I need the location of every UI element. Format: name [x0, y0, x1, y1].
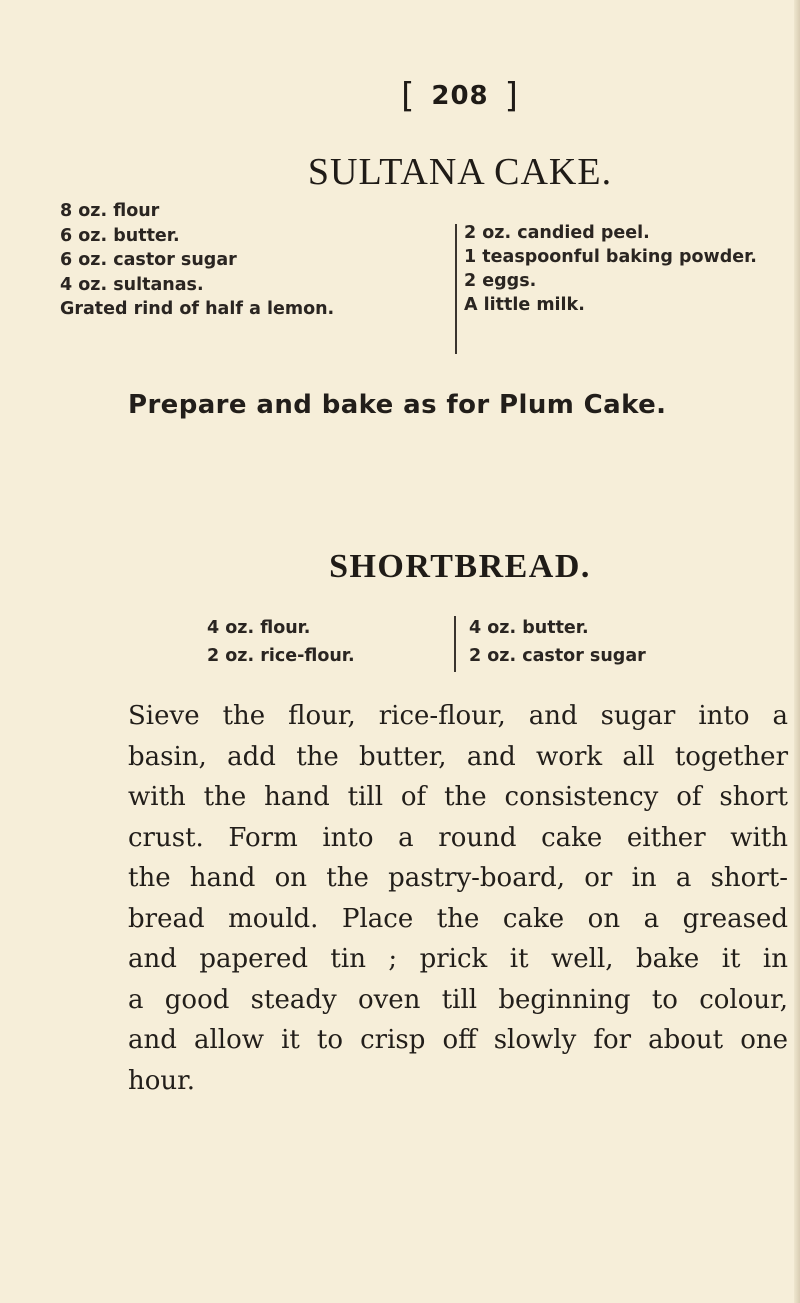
method-line: with the hand till of the consistency of short — [128, 782, 788, 812]
page-number-value: 208 — [431, 81, 489, 111]
method-line: bread mould. Place the cake on a greased — [128, 903, 788, 934]
method-line: basin, add the butter, and work all together — [128, 741, 788, 772]
ingredient-line: 2 oz. rice-flour. — [207, 646, 355, 666]
ingredient-line: Grated rind of half a lemon. — [60, 299, 335, 319]
method-line: crust. Form into a round cake either with — [128, 822, 788, 853]
method-line: hour. — [128, 1065, 195, 1096]
ingredient-line: 2 eggs. — [464, 271, 537, 291]
method-line: Sieve the flour, rice-flour, and sugar into a — [128, 701, 788, 731]
ingredient-line: 4 oz. flour. — [207, 618, 311, 638]
page-number — [0, 76, 800, 116]
ingredient-line: 2 oz. candied peel. — [464, 223, 650, 243]
shortbread-ingredients — [207, 614, 767, 674]
ingredient-line: A little milk. — [464, 295, 585, 315]
ingredients-right-column — [464, 221, 757, 317]
column-divider — [454, 616, 456, 672]
sultana-cake-method: Prepare and bake as for Plum Cake. — [128, 390, 667, 420]
ingredient-line: 4 oz. sultanas. — [60, 274, 204, 295]
column-divider — [455, 224, 457, 354]
ingredient-line: 6 oz. butter. — [60, 225, 180, 246]
method-line: and allow it to crisp off slowly for about one — [128, 1025, 788, 1055]
ingredient-line: 2 oz. castor sugar — [469, 646, 646, 666]
bracket-close: ] — [504, 76, 519, 116]
ingredients-left-column — [60, 199, 334, 322]
ingredient-line: 6 oz. castor sugar — [60, 250, 237, 270]
shortbread-method — [128, 696, 788, 1101]
ingredients-left-column — [207, 614, 355, 670]
method-line: a good steady oven till beginning to colour, — [128, 984, 788, 1015]
sultana-cake-ingredients — [60, 200, 800, 350]
ingredient-line: 1 teaspoonful baking powder. — [464, 247, 757, 267]
ingredient-line: 4 oz. butter. — [469, 618, 589, 638]
bracket-open: [ — [401, 76, 416, 116]
method-line: the hand on the pastry-board, or in a short- — [128, 863, 788, 893]
ingredient-line: 8 oz. flour — [60, 201, 160, 221]
page-edge — [794, 0, 800, 1303]
shortbread-title: SHORTBREAD. — [329, 548, 591, 585]
method-line: and papered tin ; prick it well, bake it in — [128, 944, 788, 974]
ingredients-right-column — [469, 614, 646, 670]
sultana-cake-title: SULTANA CAKE. — [307, 151, 613, 193]
